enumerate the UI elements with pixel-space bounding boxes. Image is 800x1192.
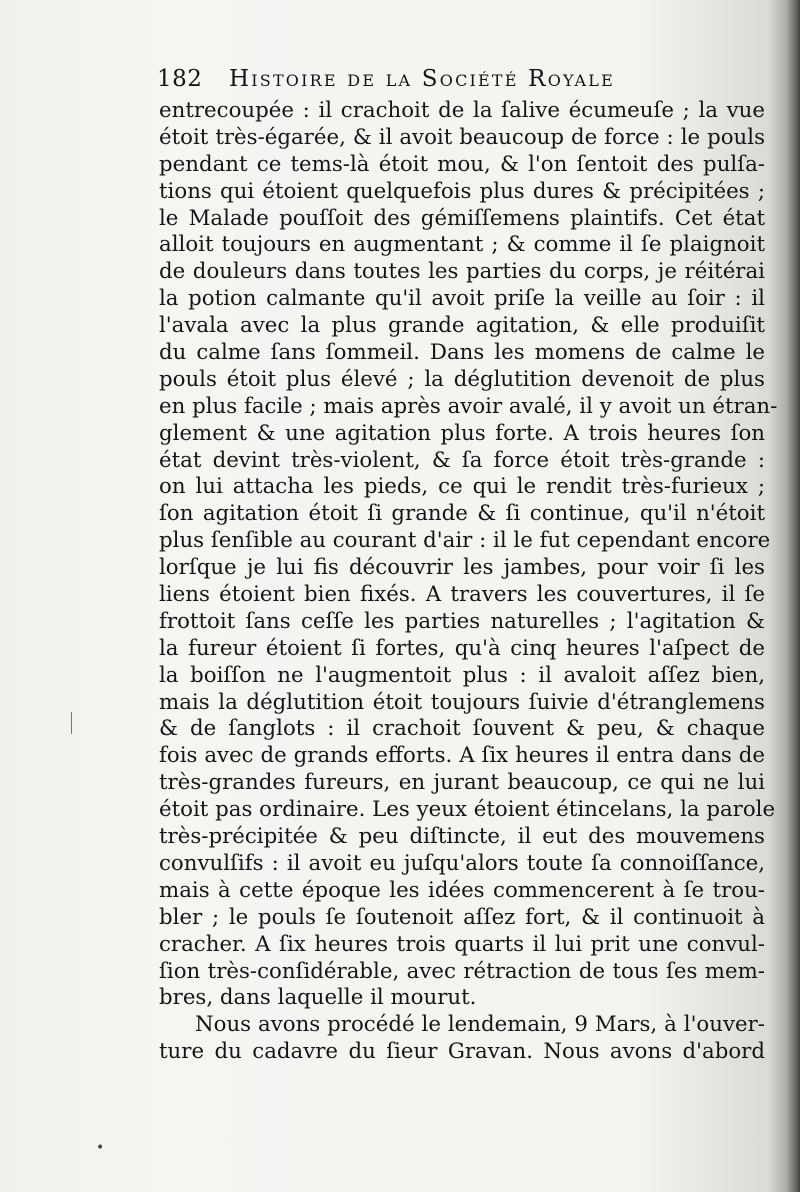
page-header xyxy=(157,62,777,96)
text-line: l'avala avec la plus grande agitation, & elle produiſit xyxy=(159,313,765,339)
text-line: alloit toujours en augmentant ; & comme il ſe plaignoit xyxy=(159,232,765,258)
text-line: plus ſenſible au courant d'air : il le fut cependant encore xyxy=(159,528,771,554)
text-line: mais la déglutition étoit toujours ſuivie d'étranglemens xyxy=(159,689,765,715)
text-line: frottoit ſans ceſſe les parties naturelles ; l'agitation & xyxy=(159,608,765,634)
text-line: la fureur étoient ſi fortes, qu'à cinq heures l'aſpect de xyxy=(159,635,765,661)
text-line: mais à cette époque les idées commencerent à ſe trou- xyxy=(159,877,765,903)
text-line: de douleurs dans toutes les parties du corps, je réitérai xyxy=(159,259,765,285)
page-number: 182 xyxy=(157,66,203,92)
text-line: bler ; le pouls ſe ſoutenoit aſſez fort, & il continuoit à xyxy=(159,904,765,930)
text-line: étoit très-égarée, & il avoit beaucoup de force : le pouls xyxy=(159,124,765,150)
text-line: ſon agitation étoit ſi grande & ſi continue, qu'il n'étoit xyxy=(159,501,765,527)
text-line: pouls étoit plus élevé ; la déglutition devenoit de plus xyxy=(159,366,765,392)
text-line: bres, dans laquelle il mourut. xyxy=(159,985,477,1011)
text-line: le Malade pouſſoit des gémiſſemens plaintifs. Cet état xyxy=(159,205,765,231)
text-line: on lui attacha les pieds, ce qui le rendit très-furieux ; xyxy=(159,474,765,500)
text-line: Nous avons procédé le lendemain, 9 Mars, à l'ouver- xyxy=(195,1012,765,1038)
text-line: cracher. A ſix heures trois quarts il lui prit une convul- xyxy=(159,931,765,957)
text-line: pendant ce tems-là étoit mou, & l'on ſentoit des pulſa- xyxy=(159,151,765,177)
text-line: ſion très-conſidérable, avec rétraction de tous ſes mem- xyxy=(159,958,765,984)
text-line: ture du cadavre du ſieur Gravan. Nous avons d'abord xyxy=(159,1039,765,1065)
body-text xyxy=(159,98,778,1066)
margin-mark xyxy=(71,712,72,734)
running-title: Histoire de la Société Royale xyxy=(229,66,615,92)
text-line: glement & une agitation plus forte. A trois heures ſon xyxy=(159,420,765,446)
text-line: convulſifs : il avoit eu juſqu'alors toute ſa connoiſſance, xyxy=(159,850,765,876)
margin-speck: • xyxy=(96,1140,105,1156)
page-edge-shadow xyxy=(786,0,800,1192)
text-line: très-grandes fureurs, en jurant beaucoup, ce qui ne lui xyxy=(159,770,765,796)
text-line: liens étoient bien fixés. A travers les couvertures, il ſe xyxy=(159,582,765,608)
text-line: état devint très-violent, & ſa force étoit très-grande : xyxy=(159,447,765,473)
text-line: du calme ſans ſommeil. Dans les momens de calme le xyxy=(159,340,765,366)
text-line: en plus facile ; mais après avoir avalé, il y avoit un étran- xyxy=(159,393,778,419)
text-line: tions qui étoient quelquefois plus dures & précipitées ; xyxy=(159,178,765,204)
text-line: très-précipitée & peu diſtincte, il eut des mouvemens xyxy=(159,824,765,850)
text-line: & de ſanglots : il crachoit ſouvent & peu, & chaque xyxy=(159,716,765,742)
text-line: la potion calmante qu'il avoit priſe la veille au ſoir : il xyxy=(159,286,765,312)
text-line: étoit pas ordinaire. Les yeux étoient étincelans, la parole xyxy=(159,797,776,823)
text-line: entrecoupée : il crachoit de la ſalive écumeuſe ; la vue xyxy=(159,98,765,123)
text-line: fois avec de grands efforts. A ſix heures il entra dans de xyxy=(159,743,765,769)
text-line: lorſque je lui fis découvrir les jambes, pour voir ſi les xyxy=(159,555,765,581)
text-line: la boiſſon ne l'augmentoit plus : il avaloit aſſez bien, xyxy=(159,662,765,688)
